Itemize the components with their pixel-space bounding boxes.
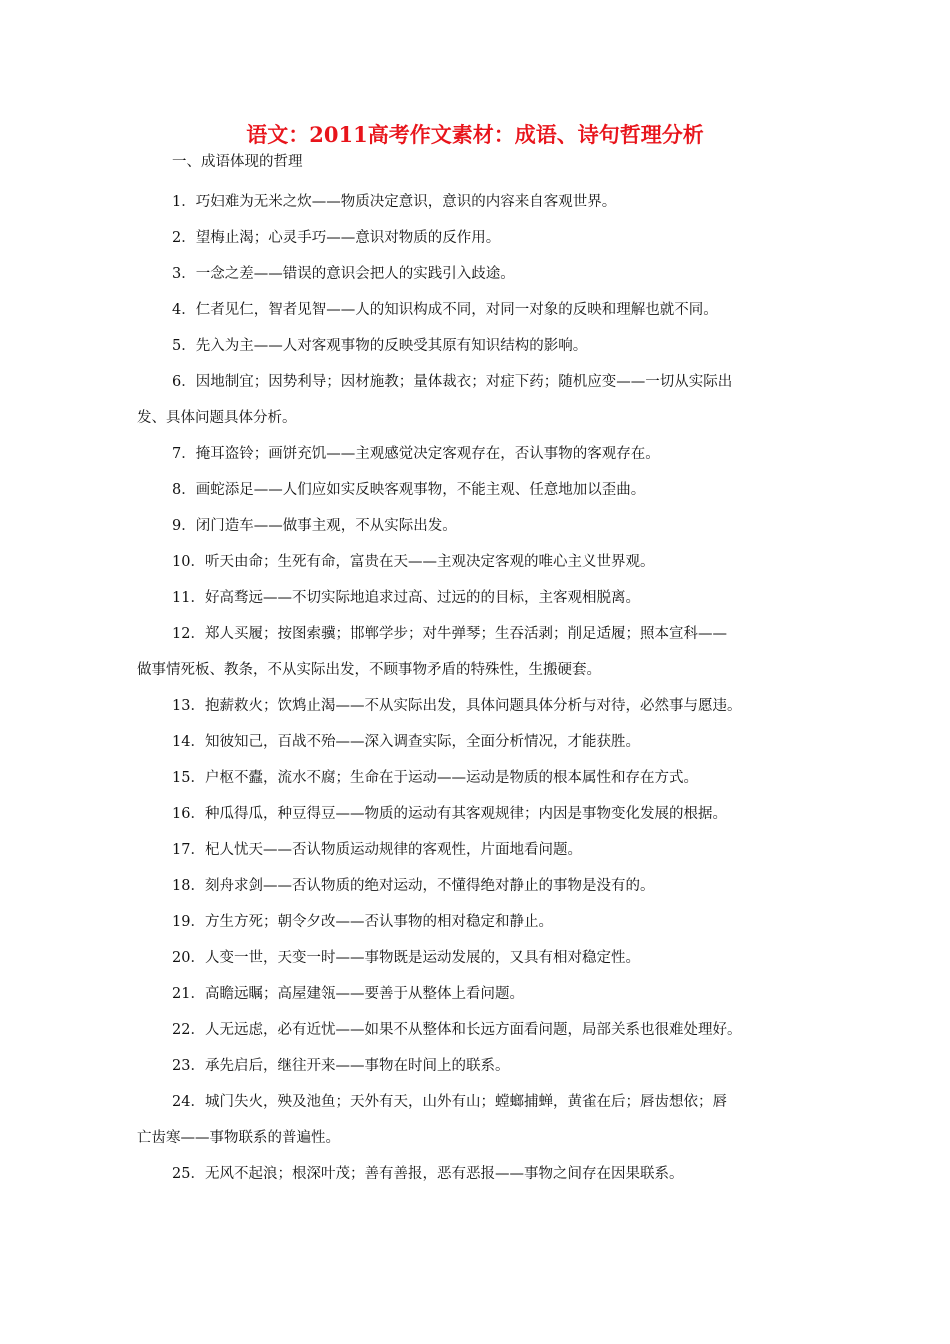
- list-item-text: 12．郑人买履；按图索骥；邯郸学步；对牛弹琴；生吞活剥；削足适履；照本宣科——: [172, 626, 727, 642]
- list-item: [137, 220, 820, 256]
- list-item-text: 7．掩耳盗铃；画饼充饥——主观感觉决定客观存在，否认事物的客观存在。: [172, 446, 660, 462]
- idiom-list: [137, 184, 820, 1192]
- list-item: [137, 832, 820, 868]
- list-item: [137, 868, 820, 904]
- list-item-continuation: 亡齿寒——事物联系的普遍性。: [137, 1130, 340, 1146]
- list-item: [137, 616, 820, 688]
- list-item-text: 3．一念之差——错误的意识会把人的实践引入歧途。: [172, 266, 515, 282]
- list-item: [137, 724, 820, 760]
- list-item: [137, 364, 820, 436]
- list-item-text: 2．望梅止渴；心灵手巧——意识对物质的反作用。: [172, 230, 501, 246]
- list-item-text: 6．因地制宜；因势利导；因材施教；量体裁衣；对症下药；随机应变——一切从实际出: [172, 374, 733, 390]
- list-item-text: 14．知彼知己，百战不殆——深入调查实际，全面分析情况，才能获胜。: [172, 734, 640, 750]
- list-item: [137, 760, 820, 796]
- list-item: [137, 580, 820, 616]
- list-item-text: 21．高瞻远瞩；高屋建瓴——要善于从整体上看问题。: [172, 986, 524, 1002]
- list-item-text: 5．先入为主——人对客观事物的反映受其原有知识结构的影响。: [172, 338, 588, 354]
- list-item: [137, 1156, 820, 1192]
- list-item-text: 4．仁者见仁，智者见智——人的知识构成不同，对同一对象的反映和理解也就不同。: [172, 302, 718, 318]
- list-item-text: 19．方生方死；朝令夕改——否认事物的相对稳定和静止。: [172, 914, 553, 930]
- list-item: [137, 508, 820, 544]
- list-item: [137, 292, 820, 328]
- list-item: [137, 184, 820, 220]
- list-item-text: 22．人无远虑，必有近忧——如果不从整体和长远方面看问题，局部关系也很难处理好。: [172, 1022, 742, 1038]
- list-item: [137, 1084, 820, 1156]
- list-item-text: 25．无风不起浪；根深叶茂；善有善报，恶有恶报——事物之间存在因果联系。: [172, 1166, 684, 1182]
- list-item: [137, 328, 820, 364]
- list-item-text: 1．巧妇难为无米之炊——物质决定意识，意识的内容来自客观世界。: [172, 194, 617, 210]
- list-item-text: 13．抱薪救火；饮鸩止渴——不从实际出发，具体问题具体分析与对待，必然事与愿违。: [172, 698, 742, 714]
- list-item: [137, 436, 820, 472]
- list-item-text: 23．承先启后，继往开来——事物在时间上的联系。: [172, 1058, 510, 1074]
- list-item: [137, 472, 820, 508]
- list-item-text: 18．刻舟求剑——否认物质的绝对运动，不懂得绝对静止的事物是没有的。: [172, 878, 655, 894]
- list-item: [137, 1048, 820, 1084]
- list-item: [137, 940, 820, 976]
- list-item-text: 24．城门失火，殃及池鱼；天外有天，山外有山；螳螂捕蝉，黄雀在后；唇齿想依；唇: [172, 1094, 727, 1110]
- list-item-text: 16．种瓜得瓜，种豆得豆——物质的运动有其客观规律；内因是事物变化发展的根据。: [172, 806, 727, 822]
- list-item: [137, 976, 820, 1012]
- list-item: [137, 544, 820, 580]
- document-title: 语文：2011高考作文素材：成语、诗句哲理分析: [246, 122, 704, 147]
- section-heading: 一、成语体现的哲理: [172, 154, 303, 170]
- list-item-text: 11．好高骛远——不切实际地追求过高、过远的的目标，主客观相脱离。: [172, 590, 640, 606]
- list-item: [137, 904, 820, 940]
- list-item-text: 10．听天由命；生死有命，富贵在天——主观决定客观的唯心主义世界观。: [172, 554, 655, 570]
- list-item: [137, 256, 820, 292]
- list-item: [137, 688, 820, 724]
- list-item: [137, 796, 820, 832]
- list-item: [137, 1012, 820, 1048]
- list-item-text: 17．杞人忧天——否认物质运动规律的客观性，片面地看问题。: [172, 842, 582, 858]
- list-item-text: 8．画蛇添足——人们应如实反映客观事物，不能主观、任意地加以歪曲。: [172, 482, 646, 498]
- list-item-text: 9．闭门造车——做事主观，不从实际出发。: [172, 518, 457, 534]
- list-item-continuation: 做事情死板、教条，不从实际出发，不顾事物矛盾的特殊性，生搬硬套。: [137, 662, 601, 678]
- list-item-text: 20．人变一世，天变一时——事物既是运动发展的，又具有相对稳定性。: [172, 950, 640, 966]
- list-item-continuation: 发、具体问题具体分析。: [137, 410, 297, 426]
- list-item-text: 15．户枢不蠹，流水不腐；生命在于运动——运动是物质的根本属性和存在方式。: [172, 770, 698, 786]
